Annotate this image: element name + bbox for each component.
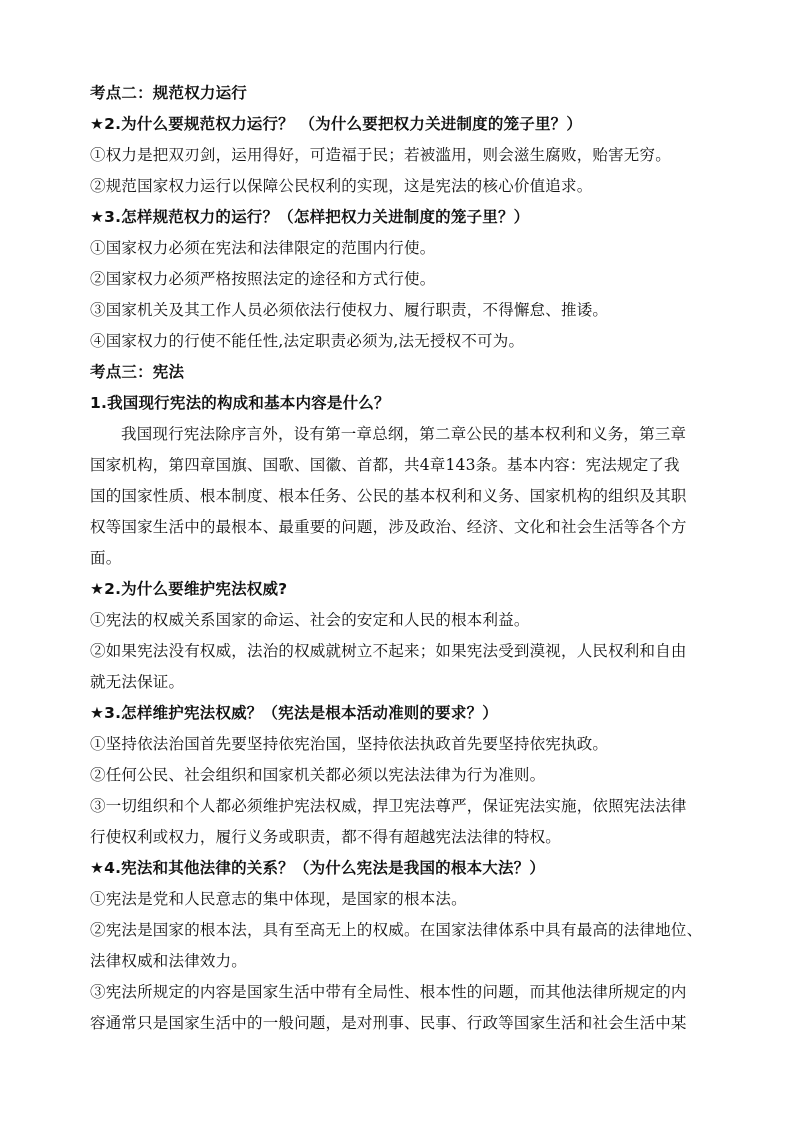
- answer-3-4-2-line-2: 法律权威和法律效力。: [90, 952, 248, 970]
- answer-3-4-3-line-2: 容通常只是国家生活中的一般问题，是对刑事、民事、行政等国家生活和社会生活中某: [90, 1014, 687, 1032]
- answer-3-3-1: ①坚持依法治国首先要坚持依宪治国，坚持依法执政首先要坚持依宪执政。: [90, 735, 609, 753]
- question-2-2: ★2.为什么要规范权力运行？ （为什么要把权力关进制度的笼子里？）: [90, 115, 583, 133]
- section-title-3: 考点三：宪法: [90, 363, 185, 381]
- paragraph-3-1-line-2: 国家机构，第四章国旗、国歌、国徽、首都，共4章143条。基本内容：宪法规定了我: [90, 456, 680, 474]
- answer-3-4-3-line-1: ③宪法所规定的内容是国家生活中带有全局性、根本性的问题，而其他法律所规定的内: [90, 983, 687, 1001]
- answer-2-3-3: ③国家机关及其工作人员必须依法行使权力、履行职责，不得懈怠、推诿。: [90, 301, 609, 319]
- answer-2-2-2: ②规范国家权力运行以保障公民权利的实现，这是宪法的核心价值追求。: [90, 177, 593, 195]
- answer-3-3-2: ②任何公民、社会组织和国家机关都必须以宪法法律为行为准则。: [90, 766, 546, 784]
- answer-3-3-3-line-1: ③一切组织和个人都必须维护宪法权威，捍卫宪法尊严，保证宪法实施，依照宪法法律: [90, 797, 687, 815]
- answer-3-2-1: ①宪法的权威关系国家的命运、社会的安定和人民的根本利益。: [90, 611, 530, 629]
- answer-2-3-4: ④国家权力的行使不能任性,法定职责必须为,法无授权不可为。: [90, 332, 525, 350]
- answer-2-3-1: ①国家权力必须在宪法和法律限定的范围内行使。: [90, 239, 436, 257]
- question-3-4: ★4.宪法和其他法律的关系？（为什么宪法是我国的根本大法？）: [90, 859, 546, 877]
- question-3-3: ★3.怎样维护宪法权威？（宪法是根本活动准则的要求？）: [90, 704, 498, 722]
- document-page: [90, 78, 720, 1039]
- answer-3-2-2-line-1: ②如果宪法没有权威，法治的权威就树立不起来；如果宪法受到漠视，人民权利和自由: [90, 642, 687, 660]
- answer-3-3-3-line-2: 行使权利或权力，履行义务或职责，都不得有超越宪法法律的特权。: [90, 828, 562, 846]
- answer-3-4-2-line-1: ②宪法是国家的根本法，具有至高无上的权威。在国家法律体系中具有最高的法律地位、: [90, 921, 703, 939]
- answer-3-4-1: ①宪法是党和人民意志的集中体现，是国家的根本法。: [90, 890, 467, 908]
- paragraph-3-1-line-5: 面。: [90, 549, 122, 567]
- paragraph-3-1-line-1: 我国现行宪法除序言外，设有第一章总纲，第二章公民的基本权利和义务，第三章: [121, 425, 687, 443]
- paragraph-3-1-line-4: 权等国家生活中的最根本、最重要的问题，涉及政治、经济、文化和社会生活等各个方: [90, 518, 687, 536]
- paragraph-3-1-line-3: 国的国家性质、根本制度、根本任务、公民的基本权利和义务、国家机构的组织及其职: [90, 487, 687, 505]
- answer-2-3-2: ②国家权力必须严格按照法定的途径和方式行使。: [90, 270, 436, 288]
- answer-2-2-1: ①权力是把双刃剑，运用得好，可造福于民；若被滥用，则会滋生腐败，贻害无穷。: [90, 146, 671, 164]
- section-title-2: 考点二：规范权力运行: [90, 84, 248, 102]
- question-3-2: ★2.为什么要维护宪法权威?: [90, 580, 288, 598]
- answer-3-2-2-line-2: 就无法保证。: [90, 673, 185, 691]
- question-3-1: 1.我国现行宪法的构成和基本内容是什么？: [90, 394, 390, 412]
- question-2-3: ★3.怎样规范权力的运行？（怎样把权力关进制度的笼子里？）: [90, 208, 530, 226]
